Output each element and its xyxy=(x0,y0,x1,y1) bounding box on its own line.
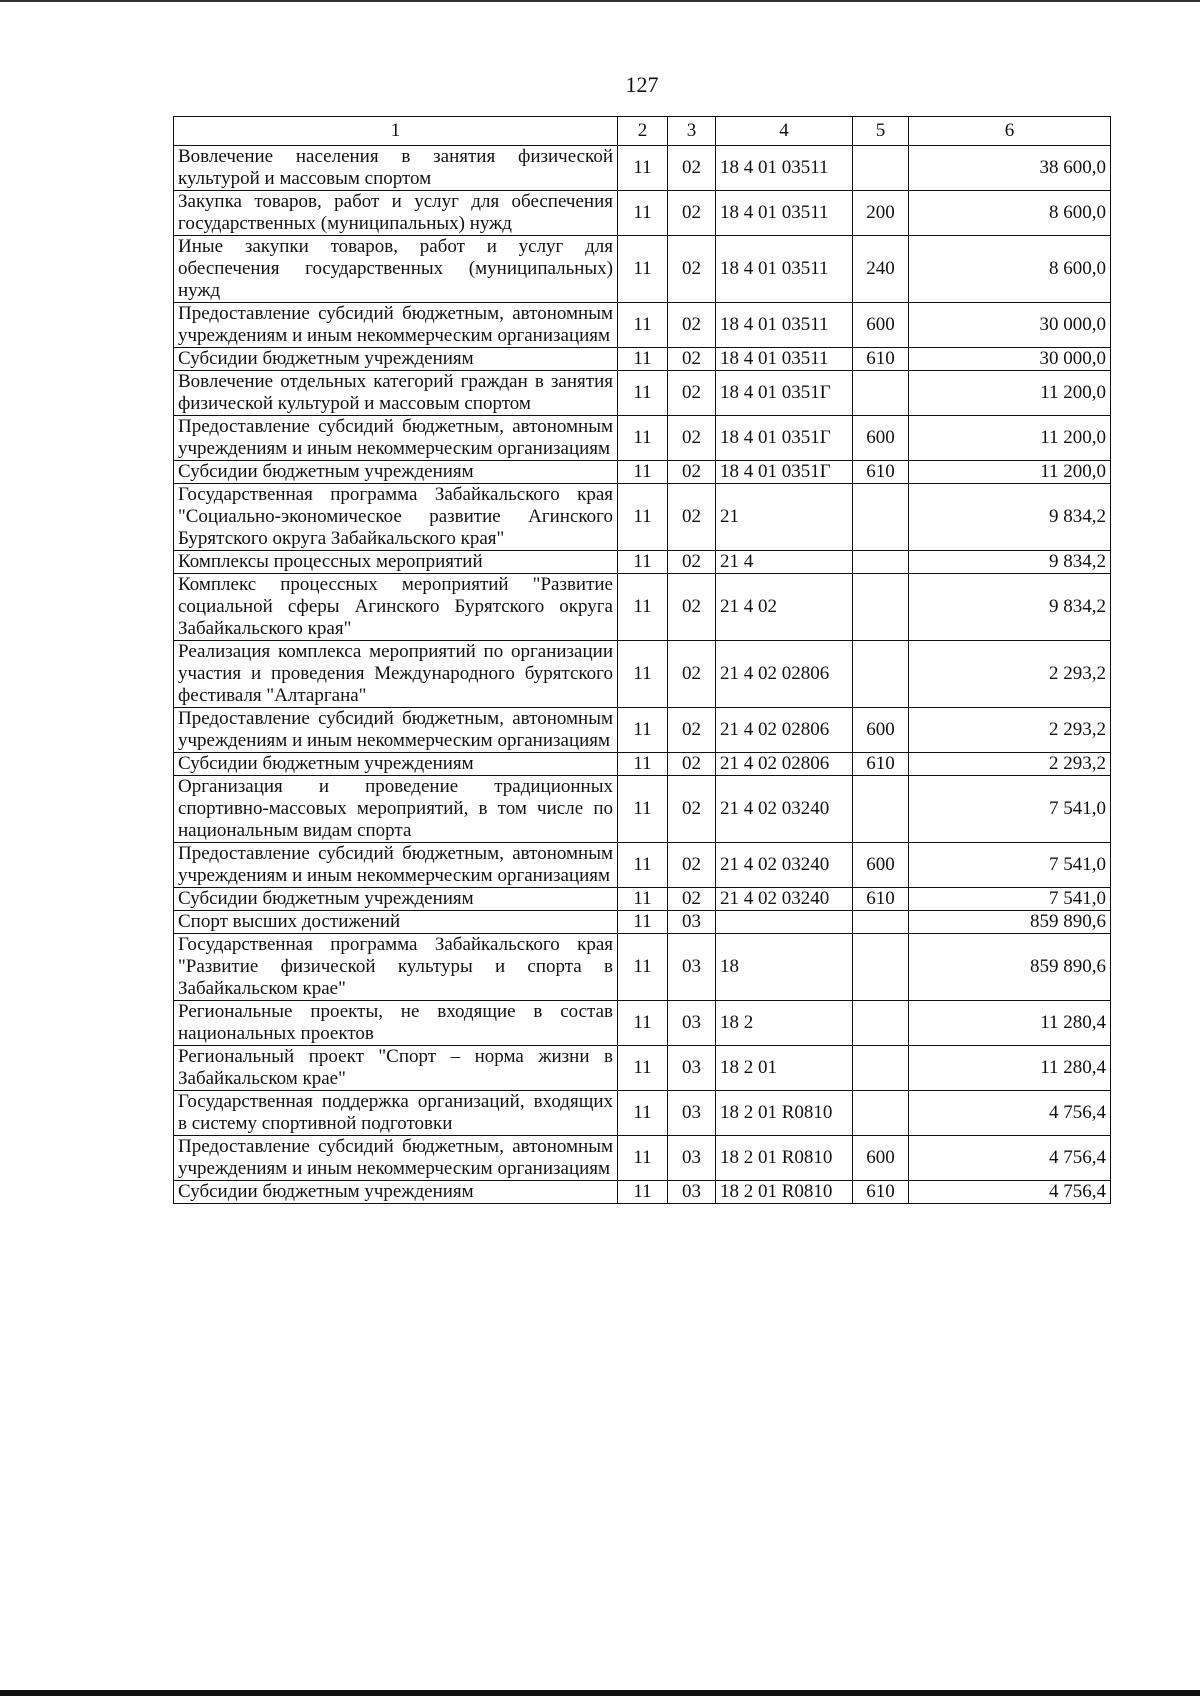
row-subsection: 02 xyxy=(668,236,716,303)
table-row xyxy=(174,461,1111,484)
row-name: Субсидии бюджетным учреждениям xyxy=(174,348,618,371)
row-expense-type: 600 xyxy=(853,1136,909,1181)
row-amount: 9 834,2 xyxy=(909,574,1111,641)
row-amount: 2 293,2 xyxy=(909,753,1111,776)
row-amount: 11 280,4 xyxy=(909,1001,1111,1046)
table-row xyxy=(174,146,1111,191)
row-name: Региональные проекты, не входящие в состав национальных проектов xyxy=(174,1001,618,1046)
row-amount: 4 756,4 xyxy=(909,1136,1111,1181)
row-name: Закупка товаров, работ и услуг для обеспечения государственных (муниципальных) нужд xyxy=(174,191,618,236)
row-target-code: 18 xyxy=(716,934,853,1001)
row-section: 11 xyxy=(618,843,668,888)
row-name: Предоставление субсидий бюджетным, автономным учреждениям и иным некоммерческим организациям xyxy=(174,416,618,461)
header-cell: 3 xyxy=(668,117,716,146)
header-cell: 4 xyxy=(716,117,853,146)
row-amount: 7 541,0 xyxy=(909,888,1111,911)
table-row xyxy=(174,911,1111,934)
row-name: Субсидии бюджетным учреждениям xyxy=(174,753,618,776)
row-amount: 8 600,0 xyxy=(909,191,1111,236)
table-row xyxy=(174,416,1111,461)
row-name: Предоставление субсидий бюджетным, автономным учреждениям и иным некоммерческим организациям xyxy=(174,1136,618,1181)
row-target-code: 18 2 01 R0810 xyxy=(716,1136,853,1181)
row-target-code: 21 4 02 03240 xyxy=(716,776,853,843)
row-expense-type: 610 xyxy=(853,753,909,776)
row-section: 11 xyxy=(618,641,668,708)
row-section: 11 xyxy=(618,484,668,551)
row-amount: 30 000,0 xyxy=(909,303,1111,348)
row-section: 11 xyxy=(618,191,668,236)
row-amount: 8 600,0 xyxy=(909,236,1111,303)
row-expense-type xyxy=(853,484,909,551)
row-subsection: 02 xyxy=(668,461,716,484)
table-row xyxy=(174,1091,1111,1136)
table-row xyxy=(174,753,1111,776)
row-amount: 859 890,6 xyxy=(909,934,1111,1001)
row-section: 11 xyxy=(618,551,668,574)
row-name: Комплекс процессных мероприятий "Развитие социальной сферы Агинского Бурятского округа Забайкальского края" xyxy=(174,574,618,641)
row-name: Иные закупки товаров, работ и услуг для обеспечения государственных (муниципальных) нужд xyxy=(174,236,618,303)
row-target-code: 21 4 02 03240 xyxy=(716,843,853,888)
row-target-code: 21 4 02 02806 xyxy=(716,708,853,753)
row-expense-type xyxy=(853,641,909,708)
row-subsection: 02 xyxy=(668,146,716,191)
row-subsection: 02 xyxy=(668,348,716,371)
table-row xyxy=(174,484,1111,551)
table-row xyxy=(174,236,1111,303)
row-amount: 11 200,0 xyxy=(909,371,1111,416)
header-cell: 2 xyxy=(618,117,668,146)
row-target-code: 21 4 xyxy=(716,551,853,574)
row-name: Вовлечение отдельных категорий граждан в занятия физической культурой и массовым спортом xyxy=(174,371,618,416)
row-expense-type xyxy=(853,934,909,1001)
row-name: Предоставление субсидий бюджетным, автономным учреждениям и иным некоммерческим организациям xyxy=(174,708,618,753)
row-amount: 9 834,2 xyxy=(909,551,1111,574)
row-subsection: 03 xyxy=(668,1091,716,1136)
row-name: Организация и проведение традиционных спортивно-массовых мероприятий, в том числе по национальным видам спорта xyxy=(174,776,618,843)
row-section: 11 xyxy=(618,574,668,641)
row-subsection: 02 xyxy=(668,551,716,574)
row-section: 11 xyxy=(618,1001,668,1046)
row-expense-type: 240 xyxy=(853,236,909,303)
row-expense-type: 610 xyxy=(853,888,909,911)
table-row xyxy=(174,776,1111,843)
table-row xyxy=(174,934,1111,1001)
row-subsection: 02 xyxy=(668,371,716,416)
row-subsection: 02 xyxy=(668,574,716,641)
row-subsection: 03 xyxy=(668,1001,716,1046)
row-section: 11 xyxy=(618,416,668,461)
row-target-code: 18 2 01 R0810 xyxy=(716,1181,853,1204)
row-amount: 7 541,0 xyxy=(909,843,1111,888)
row-target-code: 18 4 01 03511 xyxy=(716,348,853,371)
row-amount: 9 834,2 xyxy=(909,484,1111,551)
row-amount: 11 200,0 xyxy=(909,416,1111,461)
table-row xyxy=(174,303,1111,348)
row-expense-type xyxy=(853,1001,909,1046)
row-section: 11 xyxy=(618,461,668,484)
row-target-code: 18 4 01 03511 xyxy=(716,191,853,236)
table-row xyxy=(174,371,1111,416)
row-name: Региональный проект "Спорт – норма жизни в Забайкальском крае" xyxy=(174,1046,618,1091)
row-amount: 4 756,4 xyxy=(909,1181,1111,1204)
row-name: Субсидии бюджетным учреждениям xyxy=(174,461,618,484)
table-row xyxy=(174,1136,1111,1181)
table-row xyxy=(174,348,1111,371)
row-expense-type xyxy=(853,371,909,416)
row-expense-type xyxy=(853,776,909,843)
row-expense-type: 600 xyxy=(853,303,909,348)
row-target-code: 21 4 02 03240 xyxy=(716,888,853,911)
row-target-code: 18 4 01 03511 xyxy=(716,146,853,191)
table-row xyxy=(174,843,1111,888)
row-subsection: 02 xyxy=(668,191,716,236)
row-section: 11 xyxy=(618,776,668,843)
row-section: 11 xyxy=(618,303,668,348)
row-amount: 7 541,0 xyxy=(909,776,1111,843)
budget-table xyxy=(173,116,1111,1204)
header-cell: 1 xyxy=(174,117,618,146)
row-name: Вовлечение населения в занятия физической культурой и массовым спортом xyxy=(174,146,618,191)
row-section: 11 xyxy=(618,1046,668,1091)
row-section: 11 xyxy=(618,911,668,934)
row-expense-type: 610 xyxy=(853,1181,909,1204)
row-target-code: 18 4 01 03511 xyxy=(716,236,853,303)
row-expense-type: 600 xyxy=(853,416,909,461)
row-subsection: 02 xyxy=(668,641,716,708)
row-subsection: 03 xyxy=(668,1136,716,1181)
row-amount: 38 600,0 xyxy=(909,146,1111,191)
table-row xyxy=(174,1181,1111,1204)
row-subsection: 02 xyxy=(668,416,716,461)
row-amount: 859 890,6 xyxy=(909,911,1111,934)
row-expense-type: 200 xyxy=(853,191,909,236)
row-section: 11 xyxy=(618,888,668,911)
row-section: 11 xyxy=(618,708,668,753)
table-row xyxy=(174,641,1111,708)
row-subsection: 03 xyxy=(668,1181,716,1204)
row-expense-type: 610 xyxy=(853,348,909,371)
table-row xyxy=(174,888,1111,911)
top-border xyxy=(0,0,1200,2)
row-subsection: 03 xyxy=(668,1046,716,1091)
row-section: 11 xyxy=(618,934,668,1001)
row-section: 11 xyxy=(618,236,668,303)
table-row xyxy=(174,708,1111,753)
row-section: 11 xyxy=(618,1091,668,1136)
row-name: Государственная программа Забайкальского края "Развитие физической культуры и спорта в Забайкальском крае" xyxy=(174,934,618,1001)
row-expense-type xyxy=(853,1091,909,1136)
row-target-code: 18 2 01 xyxy=(716,1046,853,1091)
row-target-code: 18 4 01 0351Г xyxy=(716,371,853,416)
row-target-code: 18 2 xyxy=(716,1001,853,1046)
row-section: 11 xyxy=(618,753,668,776)
row-amount: 2 293,2 xyxy=(909,708,1111,753)
row-expense-type xyxy=(853,146,909,191)
row-amount: 11 200,0 xyxy=(909,461,1111,484)
row-section: 11 xyxy=(618,146,668,191)
header-cell: 6 xyxy=(909,117,1111,146)
row-target-code xyxy=(716,911,853,934)
row-expense-type xyxy=(853,574,909,641)
row-subsection: 02 xyxy=(668,776,716,843)
header-cell: 5 xyxy=(853,117,909,146)
row-expense-type: 600 xyxy=(853,708,909,753)
row-section: 11 xyxy=(618,1181,668,1204)
row-subsection: 02 xyxy=(668,888,716,911)
row-expense-type: 610 xyxy=(853,461,909,484)
row-amount: 2 293,2 xyxy=(909,641,1111,708)
row-amount: 11 280,4 xyxy=(909,1046,1111,1091)
row-subsection: 02 xyxy=(668,753,716,776)
header-row xyxy=(174,117,1111,146)
row-target-code: 18 4 01 03511 xyxy=(716,303,853,348)
row-name: Субсидии бюджетным учреждениям xyxy=(174,888,618,911)
table-row xyxy=(174,191,1111,236)
row-amount: 4 756,4 xyxy=(909,1091,1111,1136)
row-target-code: 18 4 01 0351Г xyxy=(716,461,853,484)
row-subsection: 02 xyxy=(668,303,716,348)
table-row xyxy=(174,1046,1111,1091)
row-name: Государственная поддержка организаций, входящих в систему спортивной подготовки xyxy=(174,1091,618,1136)
bottom-border xyxy=(0,1690,1200,1696)
row-target-code: 21 4 02 02806 xyxy=(716,641,853,708)
row-expense-type: 600 xyxy=(853,843,909,888)
row-target-code: 18 4 01 0351Г xyxy=(716,416,853,461)
row-name: Субсидии бюджетным учреждениям xyxy=(174,1181,618,1204)
row-subsection: 02 xyxy=(668,484,716,551)
row-target-code: 21 xyxy=(716,484,853,551)
row-name: Спорт высших достижений xyxy=(174,911,618,934)
table-row xyxy=(174,574,1111,641)
table-row xyxy=(174,551,1111,574)
row-expense-type xyxy=(853,911,909,934)
row-subsection: 02 xyxy=(668,708,716,753)
row-target-code: 18 2 01 R0810 xyxy=(716,1091,853,1136)
row-subsection: 03 xyxy=(668,934,716,1001)
row-amount: 30 000,0 xyxy=(909,348,1111,371)
row-subsection: 03 xyxy=(668,911,716,934)
row-target-code: 21 4 02 xyxy=(716,574,853,641)
row-subsection: 02 xyxy=(668,843,716,888)
row-expense-type xyxy=(853,1046,909,1091)
row-section: 11 xyxy=(618,1136,668,1181)
row-section: 11 xyxy=(618,348,668,371)
row-name: Реализация комплекса мероприятий по организации участия и проведения Международного бурятского фестиваля "Алтаргана" xyxy=(174,641,618,708)
row-name: Предоставление субсидий бюджетным, автономным учреждениям и иным некоммерческим организациям xyxy=(174,303,618,348)
row-name: Комплексы процессных мероприятий xyxy=(174,551,618,574)
row-name: Государственная программа Забайкальского края "Социально-экономическое развитие Агинского Бурятского округа Забайкальского края" xyxy=(174,484,618,551)
row-target-code: 21 4 02 02806 xyxy=(716,753,853,776)
row-expense-type xyxy=(853,551,909,574)
row-section: 11 xyxy=(618,371,668,416)
row-name: Предоставление субсидий бюджетным, автономным учреждениям и иным некоммерческим организациям xyxy=(174,843,618,888)
page-number: 127 xyxy=(625,72,659,97)
table-row xyxy=(174,1001,1111,1046)
